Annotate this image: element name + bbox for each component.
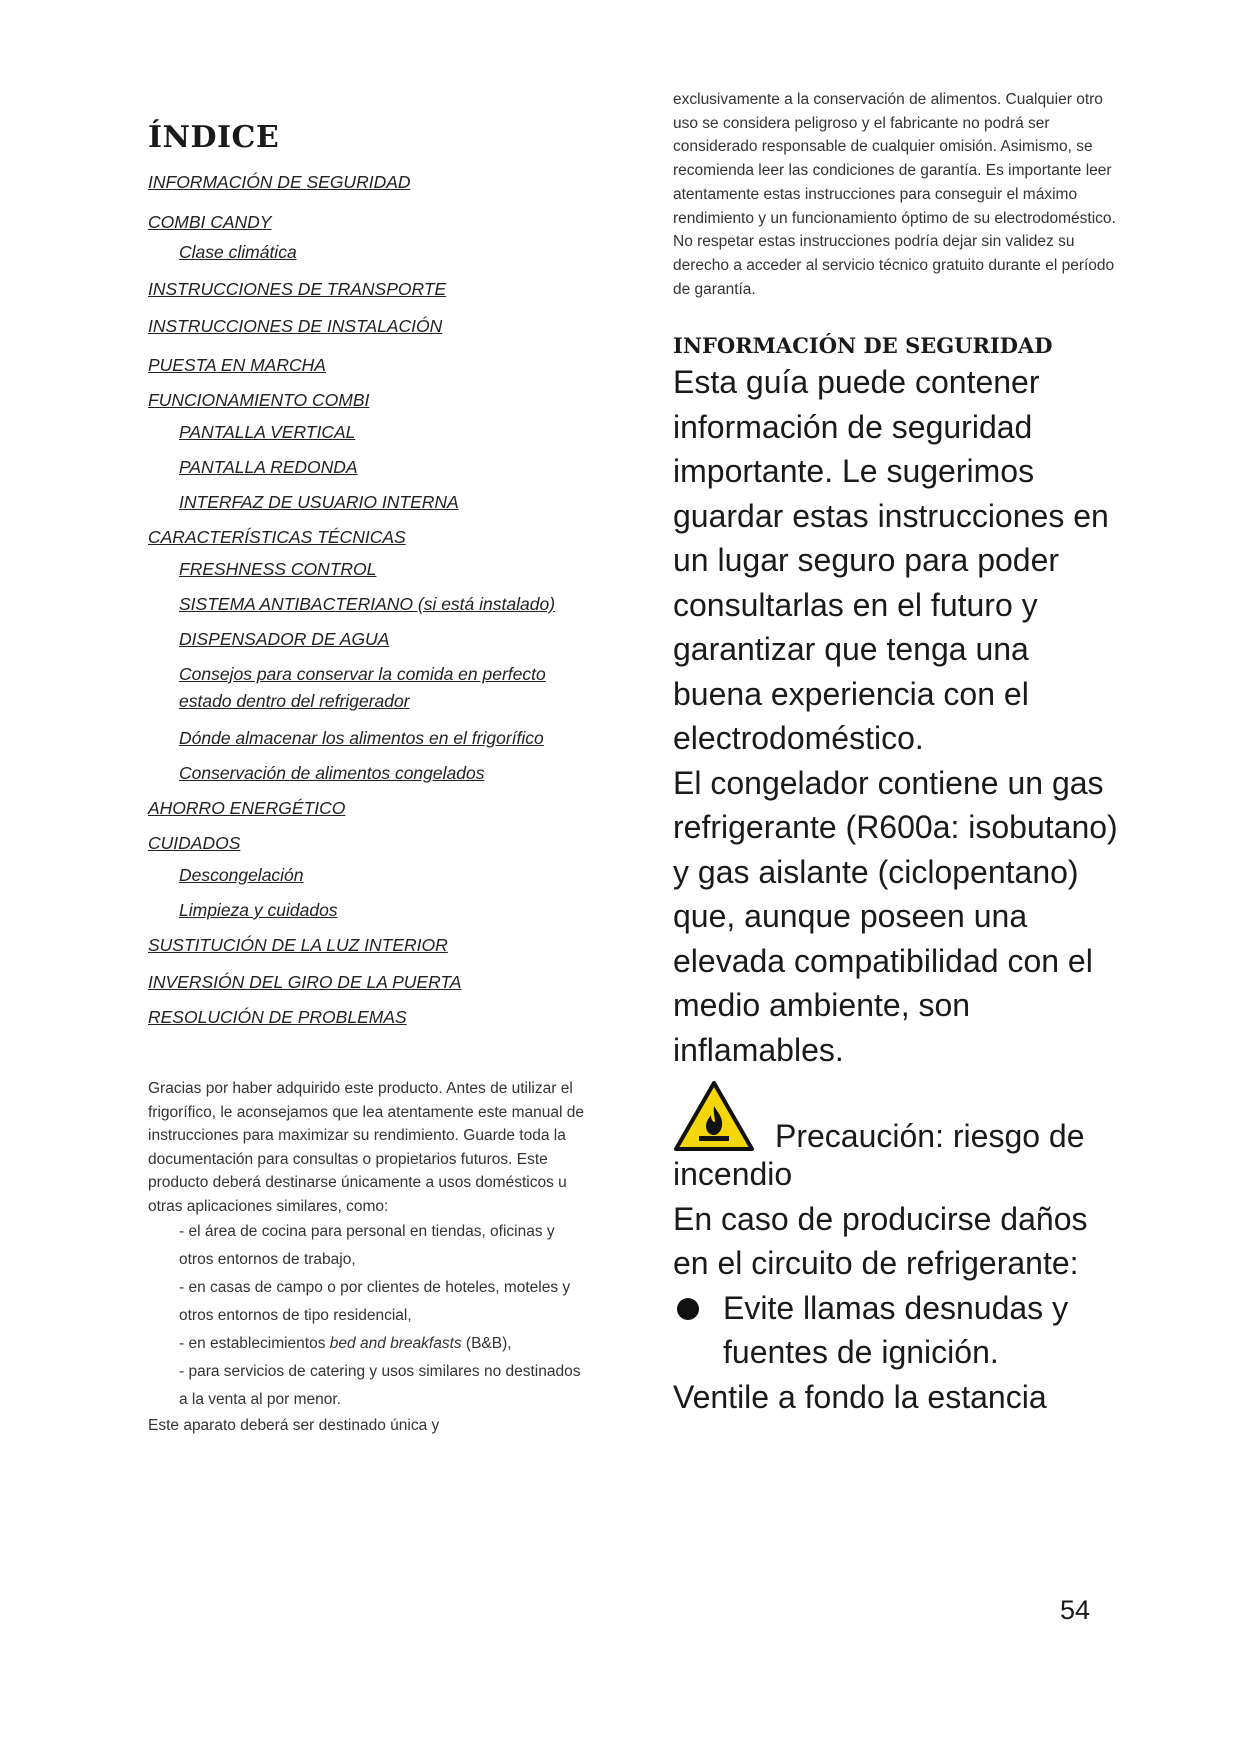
toc-item[interactable]: INSTRUCCIONES DE TRANSPORTE <box>148 279 447 299</box>
warning-label: Precaución: riesgo de <box>775 1117 1085 1154</box>
toc-item[interactable]: DISPENSADOR DE AGUA <box>179 629 390 649</box>
intro-closing: Este aparato deberá ser destinado única y <box>148 1417 440 1434</box>
table-of-contents <box>148 169 588 1031</box>
fire-warning-icon <box>673 1080 755 1152</box>
use-item-emphasis: bed and breakfasts <box>329 1335 462 1352</box>
toc-item[interactable]: FRESHNESS CONTROL <box>179 559 377 579</box>
toc-item[interactable]: Descongelación <box>179 865 304 885</box>
bullet-icon <box>677 1298 699 1320</box>
fire-warning <box>673 1080 1123 1152</box>
safety-paragraph: Esta guía puede contener información de seguridad importante. Le sugerimos guardar estas instrucciones en un lugar seguro para poder consultarlas en el futuro y garantizar que tenga una buena experiencia con el electrodoméstico. <box>673 364 1109 757</box>
intro-section <box>148 1077 588 1438</box>
toc-item[interactable]: AHORRO ENERGÉTICO <box>148 798 346 818</box>
use-item: - para servicios de catering y usos similares no destinados a la venta al por menor. <box>179 1363 581 1408</box>
warning-continuation: incendio <box>673 1156 793 1193</box>
bullet-text: Evite llamas desnudas y fuentes de ignición. <box>723 1289 1069 1371</box>
toc-item[interactable]: SISTEMA ANTIBACTERIANO (si está instalado) <box>179 594 556 614</box>
page-number: 54 <box>1060 1595 1091 1625</box>
use-item-text: (B&B), <box>461 1335 512 1352</box>
safety-title: INFORMACIÓN DE SEGURIDAD <box>673 333 1053 359</box>
toc-item[interactable]: Dónde almacenar los alimentos en el frigorífico <box>179 728 544 748</box>
use-item-text: - en establecimientos <box>179 1335 330 1352</box>
toc-item[interactable]: CARACTERÍSTICAS TÉCNICAS <box>148 527 406 547</box>
toc-item[interactable]: INSTRUCCIONES DE INSTALACIÓN <box>148 316 443 336</box>
toc-item[interactable]: PANTALLA VERTICAL <box>179 422 356 442</box>
toc-item[interactable]: Consejos para conservar la comida en perfecto estado dentro del refrigerador <box>179 664 546 711</box>
use-item: - el área de cocina para personal en tiendas, oficinas y otros entornos de trabajo, <box>179 1223 555 1268</box>
toc-item[interactable]: FUNCIONAMIENTO COMBI <box>148 390 370 410</box>
toc-item[interactable]: INFORMACIÓN DE SEGURIDAD <box>148 172 411 192</box>
uses-list <box>148 1218 588 1414</box>
toc-item[interactable]: INVERSIÓN DEL GIRO DE LA PUERTA <box>148 972 462 992</box>
toc-item[interactable]: PANTALLA REDONDA <box>179 457 358 477</box>
safety-paragraph: En caso de producirse daños en el circuito de refrigerante: <box>673 1200 1088 1282</box>
intro-paragraph: Gracias por haber adquirido este producto. Antes de utilizar el frigorífico, le aconsejamos que lea atentamente este manual de instrucciones para maximizar su rendimiento. Guarde toda la documentación para consultas o propietarios futuros. Este producto deberá destinarse únicamente a usos domésticos u otras aplicaciones similares, como: <box>148 1080 584 1215</box>
safety-paragraph: El congelador contiene un gas refrigerante (R600a: isobutano) y gas aislante (ciclopentano) que, aunque poseen una elevada compatibilidad con el medio ambiente, son inflamables. <box>673 764 1118 1068</box>
toc-title: ÍNDICE <box>148 120 280 155</box>
safety-paragraph: Ventile a fondo la estancia <box>673 1378 1047 1415</box>
bullet-item <box>673 1286 1123 1375</box>
use-item <box>179 1330 588 1358</box>
toc-item[interactable]: Conservación de alimentos congelados <box>179 763 485 783</box>
right-column <box>673 88 1123 1419</box>
left-column <box>148 120 588 1438</box>
toc-item[interactable]: INTERFAZ DE USUARIO INTERNA <box>179 492 459 512</box>
toc-item[interactable]: Limpieza y cuidados <box>179 900 338 920</box>
toc-item[interactable]: SUSTITUCIÓN DE LA LUZ INTERIOR <box>148 935 448 955</box>
toc-item[interactable]: Clase climática <box>179 242 297 262</box>
toc-item[interactable]: PUESTA EN MARCHA <box>148 355 326 375</box>
toc-item[interactable]: COMBI CANDY <box>148 212 272 232</box>
toc-item[interactable]: CUIDADOS <box>148 833 241 853</box>
continuation-paragraph: exclusivamente a la conservación de alimentos. Cualquier otro uso se considera peligroso y el fabricante no podrá ser considerado responsable de cualquier omisión. Asimismo, se recomienda leer las condiciones de garantía. Es importante leer atentamente estas instrucciones para conseguir el máximo rendimiento y un funcionamiento óptimo de su electrodoméstico. No respetar estas instrucciones podría dejar sin validez su derecho a acceder al servicio técnico gratuito durante el período de garantía. <box>673 91 1116 298</box>
use-item: - en casas de campo o por clientes de hoteles, moteles y otros entornos de tipo residencial, <box>179 1279 571 1324</box>
toc-item[interactable]: RESOLUCIÓN DE PROBLEMAS <box>148 1007 407 1027</box>
